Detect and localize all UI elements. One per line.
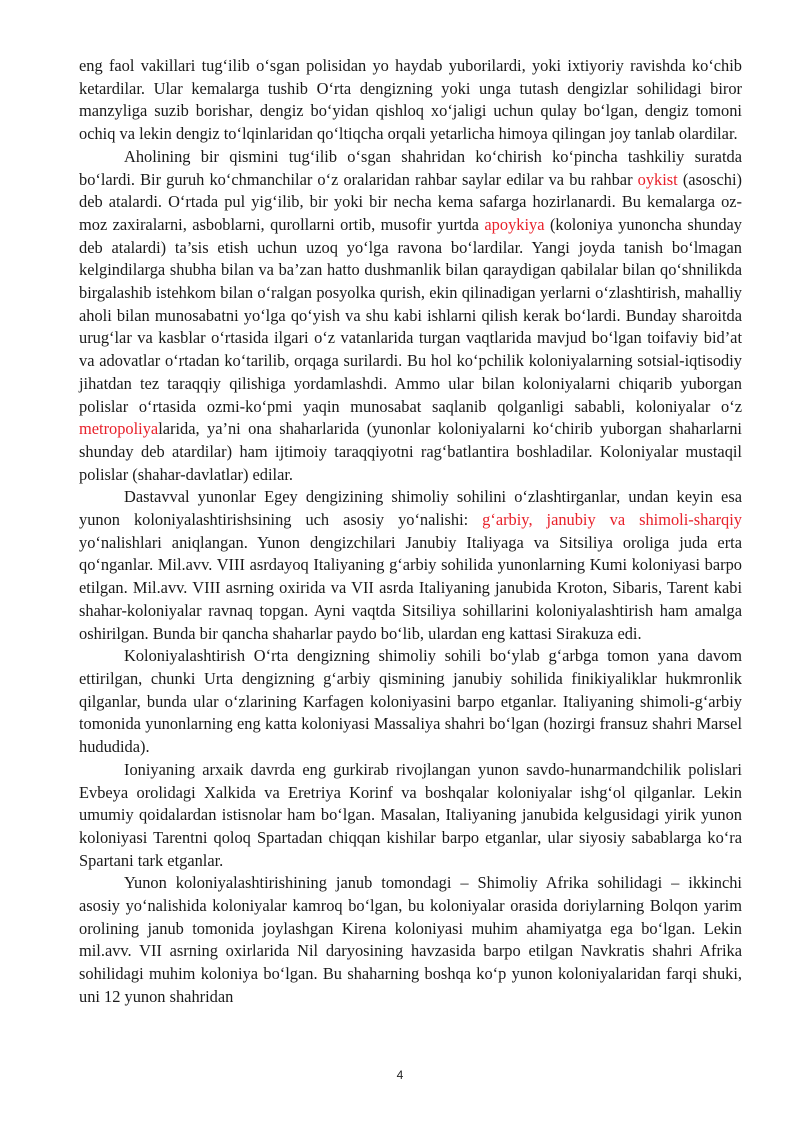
text-run: (koloniya yunoncha shunday deb atalardi) ta’sis etish uchun uzoq yo‘lga ravona bo‘lardilar. Yangi joyda tanish bo‘lmagan kelgindilarga shubha bilan va ba’zan hatto dushmanlik bilan qaraydigan qabilalar bilan qo‘shnilikda birgalashib istehkom bilan o‘ralgan posyolka qurish, ekin qilinadigan yerlarni o‘zlashtirish, mahalliy aholi bilan munosabatni yo‘lga qo‘yish va shu kabi ishlarni qilish kerak bo‘lardi. Bunday sharoitda urug‘lar va kasblar o‘rtasida ilgari o‘z vatanlarida turgan vaqtlarida mavjud bo‘lgan toifaviy bid’at va adovatlar o‘rtadan ko‘tarilib, orqaga surilardi. Bu hol ko‘pchilik koloniyalarning sotsial-iqtisodiy jihatdan tez taraqqiy qilishiga yordamlashdi. Ammo ular bilan koloniyalarni chiqarib yuborgan polislar o‘rtasida ozmi-ko‘pmi yaqin munosabat saqlanib qolganligi sababli, koloniyalar o‘z <box>79 214 742 416</box>
text-run: eng faol vakillari tug‘ilib o‘sgan polisidan yo haydab yuborilardi, yoki ixtiyoriy ravishda ko‘chib ketardilar. Ular kemalarga tushib O‘rta dengizning yoki unga tutash dengizlar sohilidagi biror manzyliga suzib borishar, dengiz bo‘yidan qishloq xo‘jaligi uchun qulay bo‘lgan, dengiz tomoni ochiq va lekin dengiz to‘lqinlaridan qo‘ltiqcha orqali yetarlicha himoya qilingan joy tanlab olardilar. <box>79 56 742 144</box>
page-number: 4 <box>396 1068 404 1082</box>
paragraph <box>79 486 742 645</box>
highlighted-term: g‘arbiy, janubiy va shimoli-sharqiy <box>482 510 743 530</box>
highlighted-term: apoykiya <box>484 214 545 234</box>
highlighted-term: oykist <box>637 169 678 189</box>
text-run: Dastavval yunonlar Egey dengizining shimoliy sohilini o‘zlashtirganlar, undan keyin esa yunon koloniyalashtirishsining uch asosiy yo‘nalishi: <box>79 487 742 530</box>
paragraph <box>79 872 742 1008</box>
text-run: Ioniyaning arxaik davrda eng gurkirab rivojlangan yunon savdo-hunarmandchilik polislari Evbeya orolidagi Xalkida va Eretriya Korinf va boshqalar koloniyalar ishg‘ol qilganlar. Lekin umumiy qoidalardan istisnolar ham bo‘lgan. Masalan, Italiyaning janubida kelgusidagi yirik yunon koloniyasi Tarentni qoloq Spartadan chiqqan kishilar barpo etganlar, ular siyosiy sabablarga ko‘ra Spartani tark etganlar. <box>79 759 742 870</box>
text-run: Yunon koloniyalashtirishining janub tomondagi – Shimoliy Afrika sohilidagi – ikkinchi asosiy yo‘nalishida koloniyalar kamroq bo‘lgan, bu koloniyalar orasida doriylarning Bolqon yarim orolining janub tomonida joylashgan Kirena koloniyasi muhim ahamiyatga ega bo‘lgan. Lekin mil.avv. VII asrning oxirlarida Nil daryosining havzasida barpo etilgan Navkratis shahri Afrika sohilidagi muhim koloniya bo‘lgan. Bu shaharning boshqa ko‘p yunon koloniyalaridan farqi shuki, uni 12 yunon shahridan <box>79 873 742 1006</box>
paragraph <box>79 645 742 759</box>
text-run: yo‘nalishlari aniqlangan. Yunon dengizchilari Janubiy Italiyaga va Sitsiliya oroliga juda erta qo‘nganlar. Mil.avv. VIII asrdayoq Italiyaning g‘arbiy sohilida yunonlarning Kumi koloniyasi barpo etilgan. Mil.avv. VIII asrning oxirida va VII asrda Italiyaning janubida Kroton, Sibaris, Tarent kabi shahar-koloniyalar ravnaq topgan. Ayni vaqtda Sitsiliya sohillarini koloniyalashtirish ham amalga oshirilgan. Bunda bir qancha shaharlar paydo bo‘lib, ulardan eng kattasi Sirakuza edi. <box>79 532 742 643</box>
text-run: Aholining bir qismini tug‘ilib o‘sgan shahridan ko‘chirish ko‘pincha tashkiliy suratda bo‘lardi. Bir guruh ko‘chmanchilar o‘z oralaridan rahbar saylar edilar va bu rahbar <box>79 146 742 189</box>
paragraph <box>79 759 742 873</box>
highlighted-term: metropoliya <box>79 419 159 439</box>
text-run: Koloniyalashtirish O‘rta dengizning shimoliy sohili bo‘ylab g‘arbga tomon yana davom ettirilgan, chunki Urta dengizning g‘arbiy qismining janubiy sohilida finikiyaliklar hukmronlik qilganlar, bunda ular o‘zlarining Karfagen koloniyasini barpo etganlar. Italiyaning shimoli-g‘arbiy tomonida yunonlarning eng katta koloniyasi Massaliya shahri bo‘lgan (hozirgi fransuz shahri Marsel hududida). <box>79 646 742 757</box>
paragraph <box>79 146 742 487</box>
document-page <box>79 55 742 1009</box>
paragraph <box>79 55 742 146</box>
text-run: larida, ya’ni ona shaharlarida (yunonlar koloniyalarni ko‘chirib yuborgan shaharlarni shunday deb atardilar) ham ijtimoiy taraqqiyotni rag‘batlantira boshladilar. Koloniyalar mustaqil polislar (shahar-davlatlar) edilar. <box>79 419 742 484</box>
text-run: (asoschi) deb atalardi. O‘rtada pul yig‘ilib, bir yoki bir necha kema safarga hozirlanardi. Bu kemalarga oz-moz zaxiralarni, asboblarni, qurollarni ortib, musofir yurtda <box>79 169 743 234</box>
